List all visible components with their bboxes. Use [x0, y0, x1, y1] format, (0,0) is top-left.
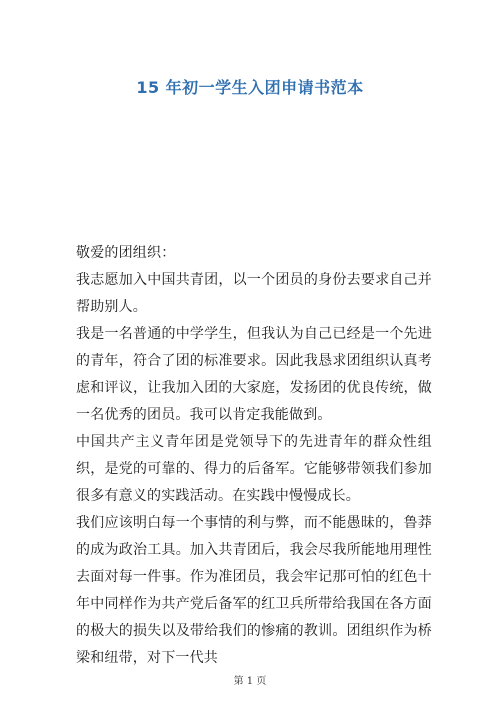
page-number: 第 1 页	[233, 676, 267, 687]
paragraph-4: 我们应该明白每一个事情的利与弊，而不能愚昧的，鲁莽的成为政治工具。加入共青团后，我会尽我所能地用理性去面对每一件事。作为准团员，我会牢记那可怕的红色十年中同样作为共产党后备军的红卫兵所带给我国在各方面的极大的损失以及带给我们的惨痛的教训。团组织作为桥梁和纽带，对下一代共	[76, 515, 432, 666]
paragraph-3: 中国共产主义青年团是党领导下的先进青年的群众性组织，是党的可靠的、得力的后备军。它能够带领我们参加很多有意义的实践活动。在实践中慢慢成长。	[76, 434, 432, 504]
paragraph-2: 我是一名普通的中学学生，但我认为自己已经是一个先进的青年，符合了团的标准要求。因此我恳求团组织认真考虑和评议，让我加入团的大家庭，发扬团的优良传统，做一名优秀的团员。我可以肯定我能做到。	[76, 326, 432, 423]
document-title: 15 年初一学生入团申请书范本	[136, 78, 364, 97]
document-body	[76, 240, 432, 672]
paragraph-1: 我志愿加入中国共青团，以一个团员的身份去要求自己并帮助别人。	[76, 272, 432, 315]
paragraph-salutation: 敬爱的团组织：	[76, 245, 176, 261]
